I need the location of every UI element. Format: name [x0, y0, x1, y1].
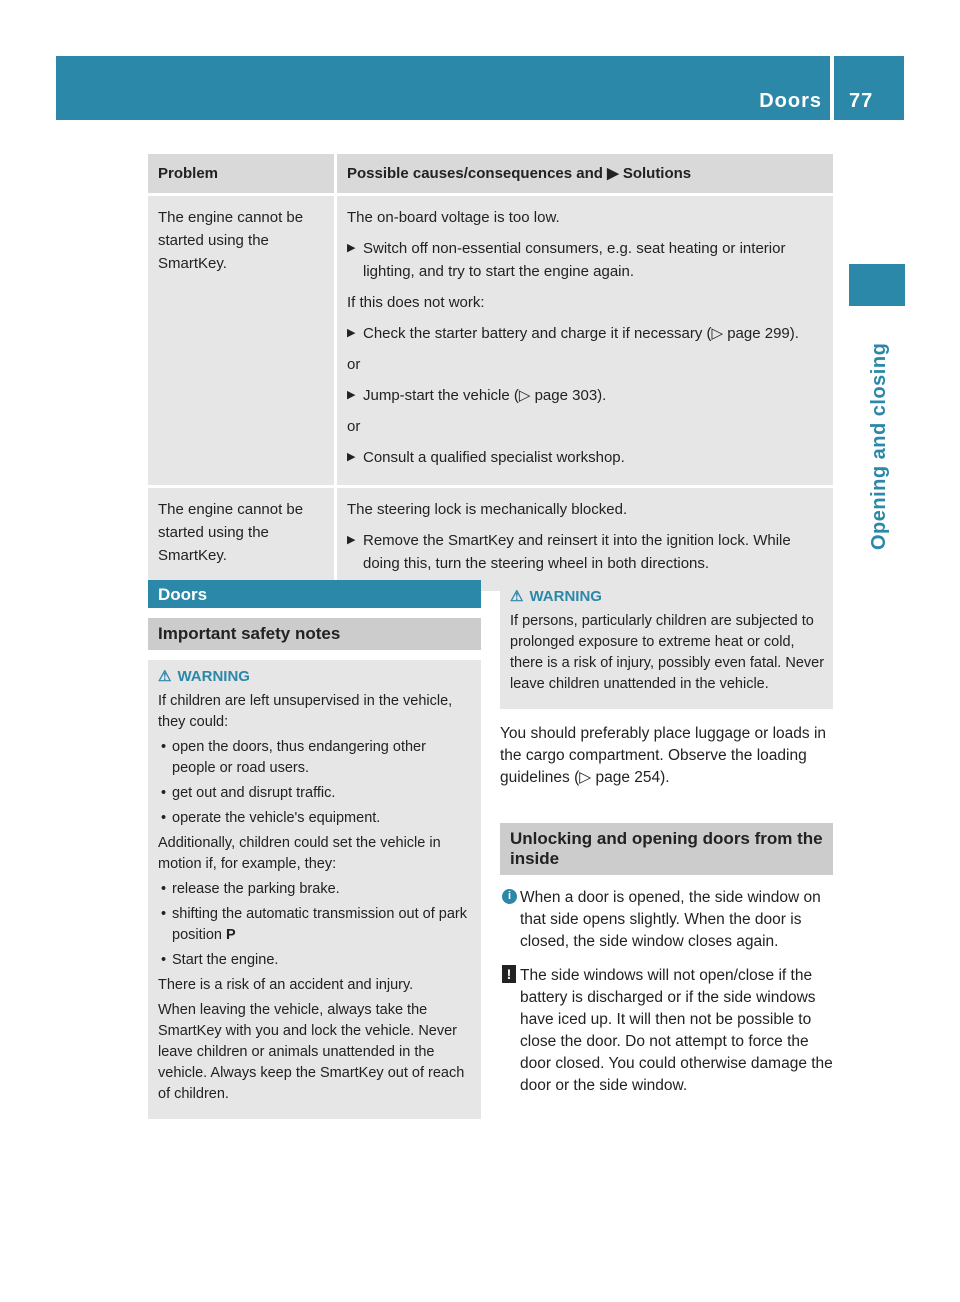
arrow-icon: ▶ — [347, 389, 356, 401]
troubleshooting-table — [148, 154, 833, 591]
action-item — [347, 446, 825, 469]
cause-text: If this does not work: — [347, 294, 485, 311]
table-header-row — [148, 154, 833, 196]
warning-heading — [510, 586, 825, 607]
cause-text: The on-board voltage is too low. — [347, 209, 560, 226]
table-row — [148, 196, 833, 488]
problem-cell: The engine cannot be started using the SmartKey. — [148, 196, 337, 488]
section-title-doors: Doors — [148, 580, 481, 608]
action-text: Jump-start the vehicle (▷ page 303). — [363, 387, 607, 404]
warning-text: If persons, particularly children are subjected to prolonged exposure to extreme heat or cold, there is a risk of injury, possibly even fatal. Never leave children unattended in the vehicle. — [510, 613, 825, 692]
list-item: • operate the vehicle's equipment. — [161, 810, 381, 826]
list-item: • open the doors, thus endangering other people or road users. — [161, 739, 426, 776]
left-column — [148, 580, 481, 1119]
or-text: or — [347, 356, 361, 373]
caution-note-text: The side windows will not open/close if the battery is discharged or if the side windows have iced up. It will then not be possible to close the door. Do not attempt to force the door closed. You could otherwise damage the door or the side window. — [520, 967, 833, 1094]
action-text: Switch off non-essential consumers, e.g. seat heating or interior lighting, and try to start the engine again. — [363, 240, 786, 280]
header-bar — [56, 56, 830, 120]
action-item — [347, 237, 825, 283]
page-number: 77 — [849, 90, 874, 112]
right-column — [500, 580, 833, 1097]
warning-heading — [158, 666, 473, 687]
action-item — [347, 322, 825, 345]
cause-text: The steering lock is mechanically blocked. — [347, 501, 628, 518]
warning-box — [500, 580, 833, 709]
action-text: Consult a qualified specialist workshop. — [363, 449, 625, 466]
warning-triangle-icon: ⚠ — [510, 588, 524, 605]
subsection-title-safety: Important safety notes — [148, 618, 481, 650]
arrow-icon: ▶ — [347, 327, 356, 339]
list-item: • release the parking brake. — [161, 881, 340, 897]
info-icon: i — [502, 889, 517, 904]
arrow-icon: ▶ — [347, 534, 356, 546]
side-chapter-label — [868, 320, 898, 550]
warning-intro: If children are left unsupervised in the vehicle, they could: — [158, 693, 453, 730]
warning-triangle-icon: ⚠ — [158, 668, 172, 685]
header-section-title: Doors — [759, 90, 822, 112]
arrow-icon: ▶ — [347, 242, 356, 254]
table-row — [148, 488, 833, 591]
solution-cell — [337, 488, 833, 591]
warning-label: WARNING — [177, 668, 250, 685]
list-item: • get out and disrupt traffic. — [161, 785, 336, 801]
info-note-text: When a door is opened, the side window on that side opens slightly. When the door is closed, the side window closes again. — [520, 889, 821, 950]
info-note — [500, 887, 833, 953]
solution-cell — [337, 196, 833, 488]
luggage-text: You should preferably place luggage or loads in the cargo compartment. Observe the loading guidelines (▷ page 254). — [500, 725, 827, 786]
problem-cell: The engine cannot be started using the SmartKey. — [148, 488, 337, 591]
or-text: or — [347, 418, 361, 435]
action-text: Remove the SmartKey and reinsert it into the ignition lock. While doing this, turn the steering wheel in both directions. — [363, 532, 791, 572]
warning-risk-text: There is a risk of an accident and injury. — [158, 977, 414, 993]
caution-note — [500, 965, 833, 1097]
list-item: • Start the engine. — [161, 952, 279, 968]
column-header-solutions: Possible causes/consequences and ▶ Solutions — [337, 154, 833, 196]
action-text: Check the starter battery and charge it if necessary (▷ page 299). — [363, 325, 799, 342]
subsection-title-unlocking: Unlocking and opening doors from the inside — [500, 823, 833, 875]
warning-label: WARNING — [529, 588, 602, 605]
action-item — [347, 384, 825, 407]
arrow-icon: ▶ — [347, 451, 356, 463]
warning-mid-text: Additionally, children could set the vehicle in motion if, for example, they: — [158, 835, 441, 872]
column-header-problem: Problem — [148, 154, 337, 196]
warning-advice-text: When leaving the vehicle, always take the SmartKey with you and lock the vehicle. Never leave children or animals unattended in the vehicle. Always keep the SmartKey out of reach of children. — [158, 1002, 465, 1102]
caution-icon: ! — [502, 965, 516, 983]
warning-box — [148, 660, 481, 1119]
list-item: • shifting the automatic transmission out of park position P — [161, 906, 467, 943]
side-thumb-tab — [849, 264, 905, 306]
action-item — [347, 529, 825, 575]
side-chapter-text: Opening and closing — [868, 342, 890, 550]
